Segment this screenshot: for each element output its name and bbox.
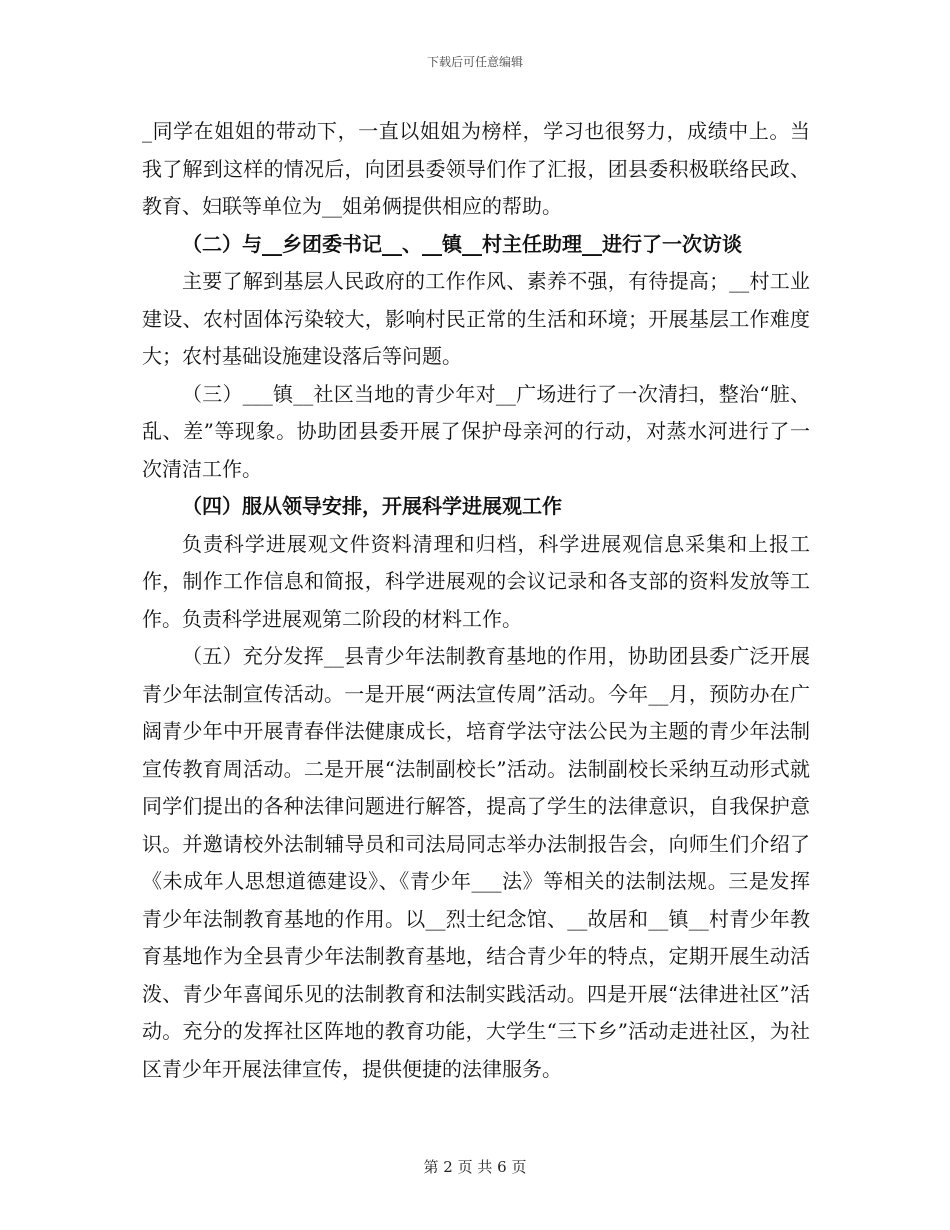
page-footer: 第 2 页 共 6 页 <box>423 1158 527 1176</box>
page-header: 下载后可任意编辑 <box>426 55 523 69</box>
paragraph-3: （三）___镇__社区当地的青少年对__广场进行了一次清扫，整治“脏、乱、差”等现象。协助团县委开展了保护母亲河的行动，对蒸水河进行了一次清洁工作。 <box>142 381 810 481</box>
paragraph-1: _同学在姐姐的带动下，一直以姐姐为榜样，学习也很努力，成绩中上。当我了解到这样的情况后，向团县委领导们作了汇报，团县委积极联络民政、教育、妇联等单位为__姐弟俩提供相应的帮助。 <box>142 119 810 218</box>
section-heading-4: （四）服从领导安排，开展科学进展观工作 <box>182 494 562 518</box>
paragraph-5: （五）充分发挥__县青少年法制教育基地的作用，协助团县委广泛开展青少年法制宣传活动。一是开展“两法宣传周”活动。今年__月，预防办在广阔青少年中开展青春伴法健康成长，培育学法守法公民为主题的青少年法制宣传教育周活动。二是开展“法制副校长”活动。法制副校长采纳互动形式就同学们提出的各种法律问题进行解答，提高了学生的法律意识，自我保护意识。并邀请校外法制辅导员和司法局同志举办法制报告会，向师生们介绍了《未成年人思想道德建设》、《青少年___法》等相关的法制法规。三是发挥青少年法制教育基地的作用。以__烈士纪念馆、__故居和__镇__村青少年教育基地作为全县青少年法制教育基地，结合青少年的特点，定期开展生动活泼、青少年喜闻乐见的法制教育和法制实践活动。四是开展“法律进社区”活动。充分的发挥社区阵地的教育功能，大学生“三下乡”活动走进社区，为社区青少年开展法律宣传，提供便捷的法律服务。 <box>142 644 810 1081</box>
paragraph-2: 主要了解到基层人民政府的工作作风、素养不强，有待提高；__村工业建设、农村固体污染较大，影响村民正常的生活和环境；开展基层工作难度大；农村基础设施建设落后等问题。 <box>142 269 810 368</box>
document-body <box>142 113 810 1088</box>
section-heading-2: （二）与__乡团委书记__、__镇__村主任助理__进行了一次访谈 <box>182 231 742 256</box>
paragraph-4: 负责科学进展观文件资料清理和归档，科学进展观信息采集和上报工作，制作工作信息和简报，科学进展观的会议记录和各支部的资料发放等工作。负责科学进展观第二阶段的材料工作。 <box>142 531 810 631</box>
